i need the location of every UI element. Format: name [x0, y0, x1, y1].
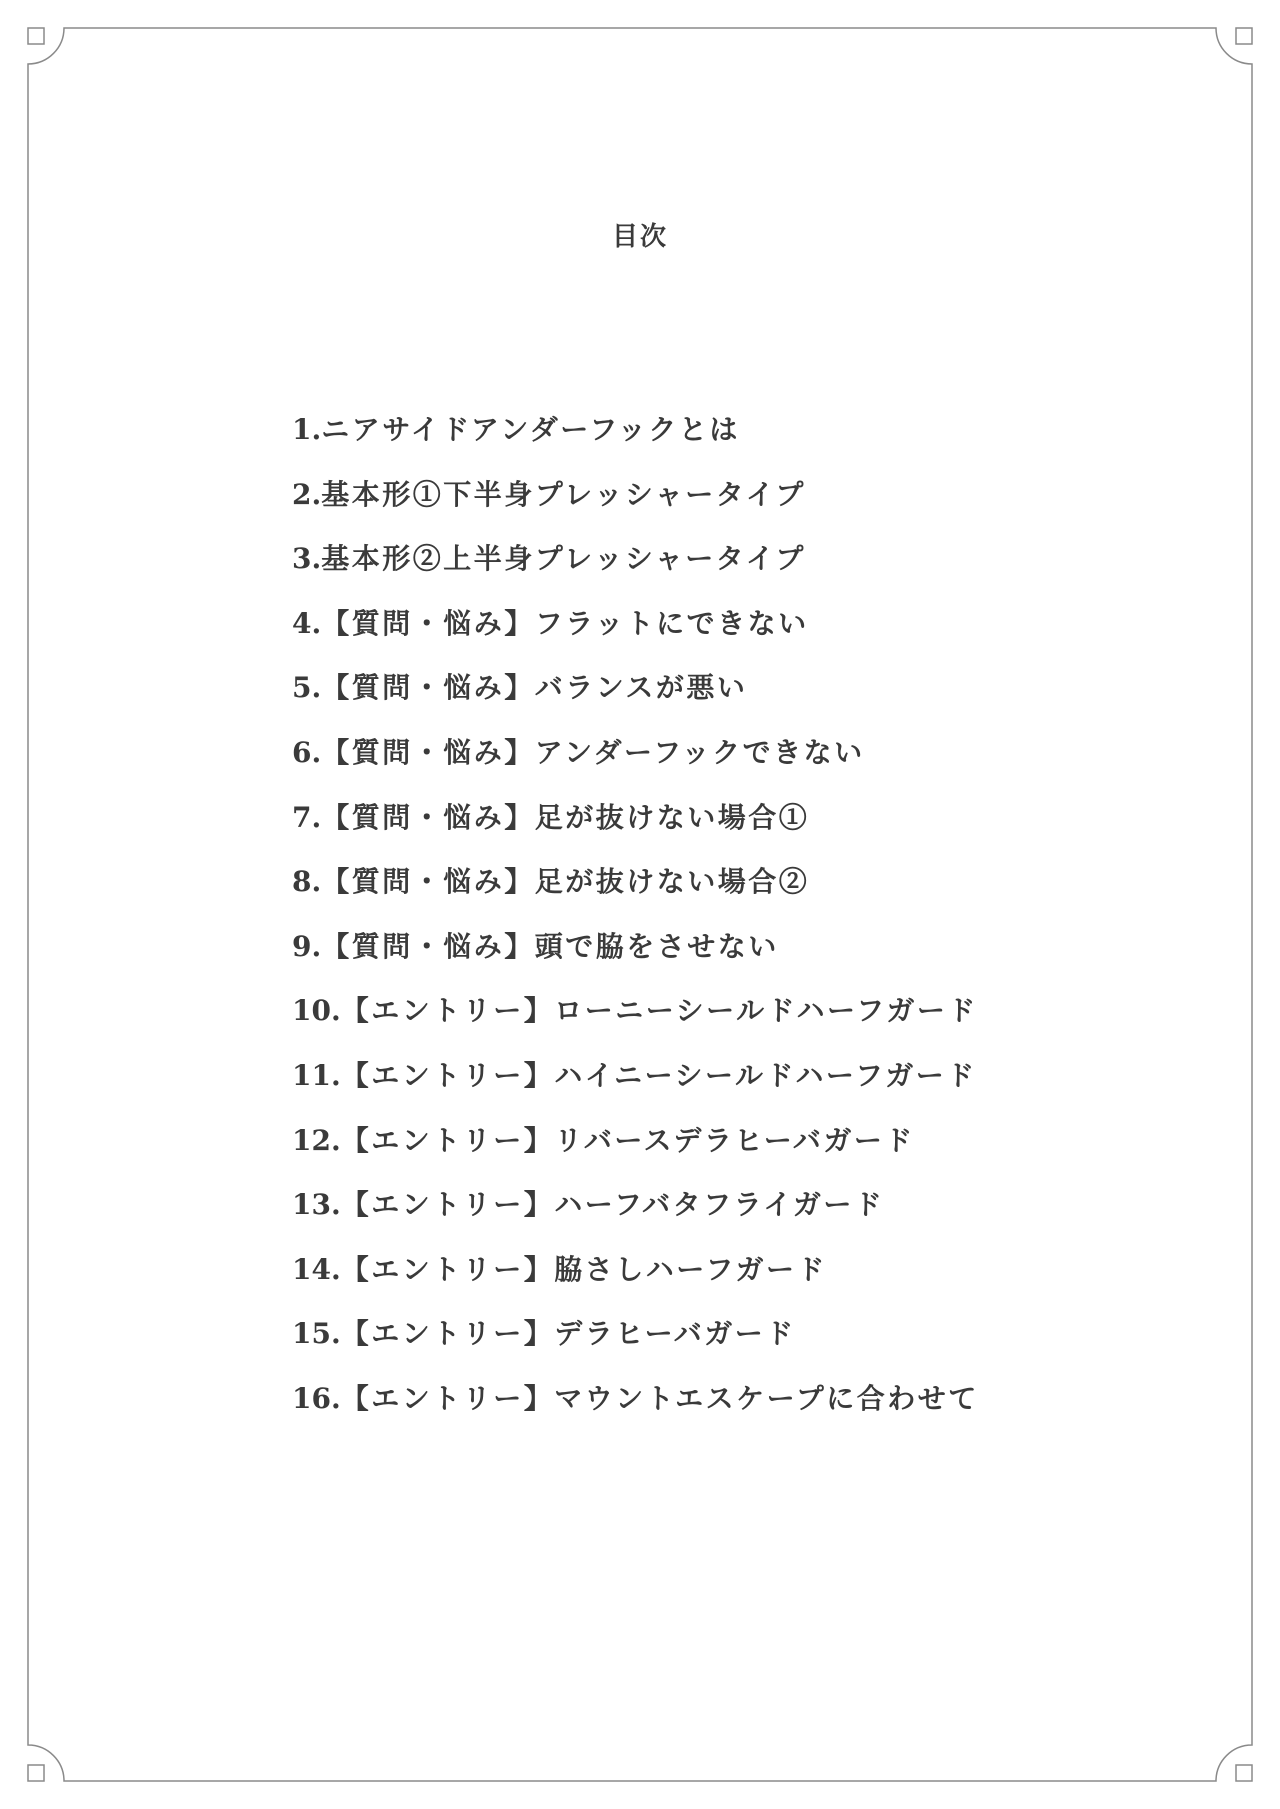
toc-item-1[interactable] [292, 398, 979, 463]
toc-number: 6. [292, 735, 322, 769]
toc-number: 1. [292, 413, 322, 446]
toc-item-9[interactable] [292, 915, 979, 980]
toc-item-15[interactable] [292, 1302, 979, 1367]
toc-item-4[interactable] [292, 592, 979, 657]
toc-item-14[interactable] [292, 1238, 979, 1303]
toc-label: 【質問・悩み】頭で脇をさせない [321, 929, 779, 963]
toc-number: 12. [292, 1123, 341, 1157]
toc-label: 【エントリー】マウントエスケープに合わせて [340, 1381, 979, 1415]
toc-item-11[interactable] [292, 1044, 979, 1109]
toc-item-5[interactable] [292, 656, 979, 721]
toc-item-8[interactable] [292, 850, 979, 915]
toc-label: 【エントリー】リバースデラヒーバガード [340, 1123, 915, 1157]
toc-number: 8. [292, 865, 322, 899]
toc-number: 13. [292, 1188, 341, 1222]
toc-item-6[interactable] [292, 721, 979, 786]
toc-number: 5. [292, 671, 322, 705]
toc-label: 【エントリー】脇さしハーフガード [340, 1252, 828, 1286]
toc-number: 4. [292, 606, 322, 640]
toc-item-10[interactable] [292, 979, 979, 1044]
toc-label: 【質問・悩み】足が抜けない場合② [321, 865, 810, 899]
toc-number: 10. [292, 994, 341, 1028]
toc-item-3[interactable] [292, 527, 979, 592]
toc-label: 基本形①下半身プレッシャータイプ [321, 477, 806, 511]
page-title: 目次 [611, 222, 668, 252]
toc-label: 【エントリー】ハーフバタフライガード [340, 1188, 885, 1222]
corner-square-top-left [28, 28, 44, 44]
toc-label: 基本形②上半身プレッシャータイプ [321, 542, 806, 576]
toc-number: 11. [292, 1058, 341, 1092]
toc-label: 【質問・悩み】アンダーフックできない [321, 735, 865, 769]
toc-label: ニアサイドアンダーフックとは [321, 413, 740, 446]
toc-number: 14. [292, 1252, 341, 1286]
toc-number: 2. [292, 477, 322, 511]
corner-square-bottom-right [1236, 1765, 1252, 1781]
toc-label: 【エントリー】ローニーシールドハーフガード [340, 994, 978, 1028]
toc-number: 9. [292, 929, 322, 963]
toc-label: 【エントリー】ハイニーシールドハーフガード [340, 1058, 977, 1092]
toc-item-2[interactable] [292, 463, 979, 528]
toc-label: 【質問・悩み】足が抜けない場合① [321, 800, 810, 834]
toc-label: 【エントリー】デラヒーバガード [340, 1317, 796, 1351]
toc-item-16[interactable] [292, 1367, 979, 1432]
toc-item-12[interactable] [292, 1109, 979, 1174]
corner-square-bottom-left [28, 1765, 44, 1781]
toc-number: 16. [292, 1381, 341, 1415]
toc-number: 7. [292, 800, 322, 834]
corner-square-top-right [1236, 28, 1252, 44]
toc-number: 3. [292, 542, 322, 576]
table-of-contents [292, 398, 979, 1432]
toc-item-7[interactable] [292, 786, 979, 851]
toc-label: 【質問・悩み】バランスが悪い [321, 671, 748, 705]
toc-item-13[interactable] [292, 1173, 979, 1238]
toc-label: 【質問・悩み】フラットにできない [321, 606, 809, 640]
toc-number: 15. [292, 1317, 341, 1351]
